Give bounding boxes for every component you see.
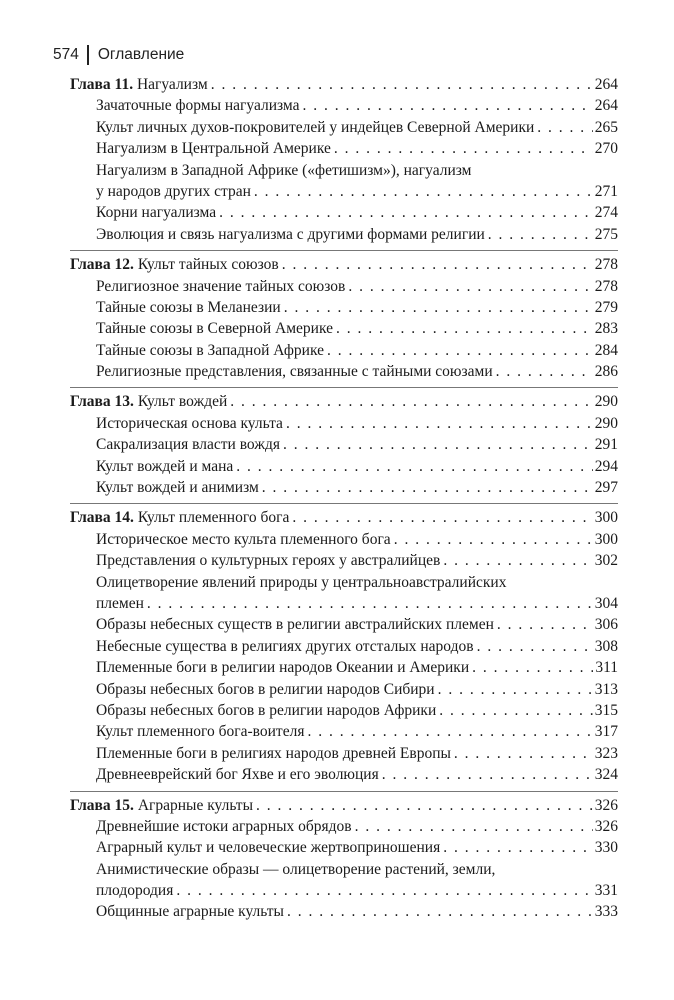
- dot-leader: [236, 456, 592, 477]
- dot-leader: [537, 117, 592, 138]
- toc-entry-title: Племенные боги в религии народов Океании и Америки: [96, 659, 470, 677]
- toc-entry[interactable]: [70, 477, 618, 498]
- toc-entry[interactable]: [70, 679, 618, 700]
- toc-entry-title: Культ вождей и мана: [96, 457, 234, 475]
- dot-leader: [303, 95, 593, 116]
- toc-entry-title: Нагуализм в Западной Африке («фетишизм»), нагуализм: [96, 161, 472, 179]
- dot-leader: [336, 318, 593, 339]
- toc-entry[interactable]: [70, 816, 618, 837]
- dot-leader: [382, 764, 593, 785]
- toc-entry[interactable]: [70, 340, 618, 361]
- dot-leader: [348, 276, 592, 297]
- toc-entry-title: Древнееврейский бог Яхве и его эволюция: [96, 766, 379, 784]
- toc-entry-title: Религиозное значение тайных союзов: [96, 277, 346, 295]
- toc-entry[interactable]: [70, 117, 618, 138]
- toc-entry-title: Небесные существа в религиях других отсталых народов: [96, 637, 474, 655]
- toc-entry-title: Культ вождей и анимизм: [96, 479, 259, 497]
- header-separator: [87, 45, 89, 65]
- toc-entry-title: Образы небесных богов в религии народов Африки: [96, 701, 437, 719]
- toc-entry[interactable]: [70, 859, 618, 880]
- toc-entry[interactable]: [70, 160, 618, 181]
- chapter-page-number: 326: [594, 796, 618, 814]
- chapter-label: Глава 11.: [70, 76, 134, 93]
- dot-leader: [256, 795, 593, 816]
- toc-entry[interactable]: [70, 413, 618, 434]
- toc-entry[interactable]: [70, 529, 618, 550]
- toc-entry-title: Тайные союзы в Северной Америке: [96, 320, 333, 338]
- toc-entry-title: Аграрный культ и человеческие жертвоприношения: [96, 839, 441, 857]
- dot-leader: [443, 550, 592, 571]
- dot-leader: [488, 224, 593, 245]
- dot-leader: [176, 880, 592, 901]
- chapter-page-number: 264: [594, 76, 618, 93]
- dot-leader: [211, 74, 593, 95]
- toc-entry-page-number: 264: [594, 97, 618, 115]
- toc-entry-page-number: 302: [594, 552, 618, 570]
- chapter-block: [70, 388, 618, 504]
- toc-entry-page-number: 304: [594, 594, 618, 612]
- toc-entry[interactable]: [70, 837, 618, 858]
- chapter-heading[interactable]: [70, 74, 618, 95]
- toc-entry-title: Образы небесных богов в религии народов Сибири: [96, 680, 435, 698]
- toc-entry[interactable]: [70, 361, 618, 382]
- toc-entry-title: Нагуализм в Центральной Америке: [96, 140, 331, 158]
- chapter-block: [70, 71, 618, 251]
- toc-entry[interactable]: [70, 593, 618, 614]
- toc-entry-page-number: 326: [594, 817, 618, 835]
- toc-entry-page-number: 278: [594, 277, 618, 295]
- toc-entry-title: Корни нагуализма: [96, 204, 217, 222]
- toc-entry-page-number: 323: [594, 744, 618, 762]
- dot-leader: [355, 816, 593, 837]
- chapter-label: Глава 15.: [70, 796, 134, 814]
- toc-entry-title: у народов других стран: [96, 182, 251, 200]
- chapter-block: [70, 792, 618, 928]
- toc-entry-page-number: 324: [594, 766, 618, 784]
- toc-entry-title: Сакрализация власти вождя: [96, 436, 280, 454]
- toc-entry[interactable]: [70, 224, 618, 245]
- chapter-heading-text: [70, 74, 208, 95]
- chapter-label: Глава 13.: [70, 393, 134, 411]
- dot-leader: [454, 743, 593, 764]
- toc-entry-title: Тайные союзы в Западной Африке: [96, 341, 324, 359]
- toc-entry-page-number: 275: [594, 225, 618, 243]
- toc-entry-page-number: 300: [594, 530, 618, 548]
- toc-entry[interactable]: [70, 276, 618, 297]
- toc-entry-page-number: 294: [594, 457, 618, 475]
- toc-entry[interactable]: [70, 572, 618, 593]
- dot-leader: [230, 391, 592, 412]
- chapter-block: [70, 504, 618, 791]
- chapter-label: Глава 14.: [70, 509, 134, 527]
- toc-entry-page-number: 270: [594, 140, 618, 158]
- toc-entry-page-number: 330: [594, 839, 618, 857]
- dot-leader: [334, 138, 593, 159]
- chapter-page-number: 300: [594, 509, 618, 527]
- chapter-heading[interactable]: [70, 795, 618, 816]
- toc-entry-title: плодородия: [96, 882, 174, 900]
- dot-leader: [283, 434, 593, 455]
- dot-leader: [284, 297, 593, 318]
- toc-entry-page-number: 286: [594, 363, 618, 381]
- chapter-title: Культ племенного бога: [137, 509, 290, 527]
- toc-entry-title: Тайные союзы в Меланезии: [96, 298, 281, 316]
- toc-entry-page-number: 313: [594, 680, 618, 698]
- toc-entry[interactable]: [70, 636, 618, 657]
- dot-leader: [262, 477, 593, 498]
- dot-leader: [327, 340, 593, 361]
- toc-entry-page-number: 291: [594, 436, 618, 454]
- toc-entry-page-number: 333: [594, 903, 618, 921]
- toc-entry[interactable]: [70, 434, 618, 455]
- toc-entry[interactable]: [70, 550, 618, 571]
- toc-entry[interactable]: [70, 138, 618, 159]
- dot-leader: [477, 636, 593, 657]
- dot-leader: [219, 202, 593, 223]
- toc-entry-title: Племенные боги в религиях народов древней Европы: [96, 744, 451, 762]
- chapter-heading[interactable]: [70, 391, 618, 412]
- toc-entry[interactable]: [70, 181, 618, 202]
- dot-leader: [292, 507, 592, 528]
- dot-leader: [282, 254, 593, 275]
- chapter-title: Аграрные культы: [137, 796, 253, 814]
- dot-leader: [472, 657, 593, 678]
- toc-entry-title: Зачаточные формы нагуализма: [96, 97, 300, 115]
- dot-leader: [439, 700, 592, 721]
- dot-leader: [286, 413, 593, 434]
- dot-leader: [443, 837, 593, 858]
- toc-entry[interactable]: [70, 880, 618, 901]
- dot-leader: [147, 593, 593, 614]
- toc-entry-page-number: 311: [595, 659, 618, 677]
- page-number: 574: [53, 46, 79, 63]
- running-header: [53, 44, 184, 66]
- toc-entry[interactable]: [70, 743, 618, 764]
- toc-entry-page-number: 283: [594, 320, 618, 338]
- dot-leader: [254, 181, 593, 202]
- toc-entry-title: Олицетворение явлений природы у центральноавстралийских: [96, 573, 507, 591]
- toc-entry-page-number: 331: [594, 882, 618, 900]
- toc-entry[interactable]: [70, 614, 618, 635]
- chapter-heading[interactable]: [70, 254, 618, 275]
- chapter-heading-text: [70, 254, 279, 275]
- toc-entry[interactable]: [70, 901, 618, 922]
- toc-entry-title: Культ племенного бога-воителя: [96, 723, 305, 741]
- dot-leader: [496, 361, 593, 382]
- toc-entry-page-number: 274: [594, 204, 618, 222]
- chapter-heading[interactable]: [70, 507, 618, 528]
- chapter-title: Культ тайных союзов: [137, 256, 279, 274]
- toc-entry-title: Эволюция и связь нагуализма с другими формами религии: [96, 225, 485, 243]
- dot-leader: [307, 721, 592, 742]
- dot-leader: [497, 614, 593, 635]
- chapter-page-number: 278: [594, 256, 618, 274]
- chapter-block: [70, 251, 618, 388]
- toc-entry-title: племен: [96, 594, 144, 612]
- toc-entry[interactable]: [70, 297, 618, 318]
- toc-entry[interactable]: [70, 202, 618, 223]
- chapter-heading-text: [70, 795, 253, 816]
- chapter-page-number: 290: [594, 393, 618, 411]
- toc-entry-page-number: 271: [594, 182, 618, 200]
- section-title: Оглавление: [97, 46, 185, 63]
- toc-entry-page-number: 284: [594, 341, 618, 359]
- chapter-heading-text: [70, 391, 227, 412]
- dot-leader: [287, 901, 593, 922]
- toc-entry-title: Представления о культурных героях у австралийцев: [96, 552, 441, 570]
- dot-leader: [438, 679, 593, 700]
- toc-entry-page-number: 265: [594, 118, 618, 136]
- toc-entry[interactable]: [70, 95, 618, 116]
- toc-entry-title: Общинные аграрные культы: [96, 903, 284, 921]
- toc-entry[interactable]: [70, 721, 618, 742]
- toc-entry-title: Анимистические образы — олицетворение растений, земли,: [96, 860, 496, 878]
- toc-entry[interactable]: [70, 657, 618, 678]
- chapter-heading-text: [70, 507, 289, 528]
- toc-entry-page-number: 297: [594, 479, 618, 497]
- chapter-title: Культ вождей: [137, 393, 228, 411]
- toc-entry-title: Религиозные представления, связанные с тайными союзами: [96, 363, 493, 381]
- toc-entry-title: Образы небесных существ в религии австралийских племен: [96, 616, 494, 634]
- table-of-contents: [70, 71, 618, 928]
- toc-entry-title: Культ личных духов-покровителей у индейцев Северной Америки: [96, 118, 535, 136]
- toc-entry-page-number: 290: [594, 414, 618, 432]
- toc-entry-title: Историческая основа культа: [96, 414, 283, 432]
- dot-leader: [394, 529, 593, 550]
- toc-entry-page-number: 279: [594, 298, 618, 316]
- chapter-label: Глава 12.: [70, 256, 134, 274]
- toc-entry[interactable]: [70, 764, 618, 785]
- toc-entry-page-number: 315: [594, 701, 618, 719]
- toc-entry-page-number: 306: [594, 616, 618, 634]
- toc-entry-title: Древнейшие истоки аграрных обрядов: [96, 817, 352, 835]
- toc-entry[interactable]: [70, 700, 618, 721]
- toc-entry-title: Историческое место культа племенного бога: [96, 530, 391, 548]
- toc-entry-page-number: 317: [594, 723, 618, 741]
- toc-entry[interactable]: [70, 318, 618, 339]
- chapter-title: Нагуализм: [136, 76, 208, 93]
- toc-entry-page-number: 308: [594, 637, 618, 655]
- toc-entry[interactable]: [70, 456, 618, 477]
